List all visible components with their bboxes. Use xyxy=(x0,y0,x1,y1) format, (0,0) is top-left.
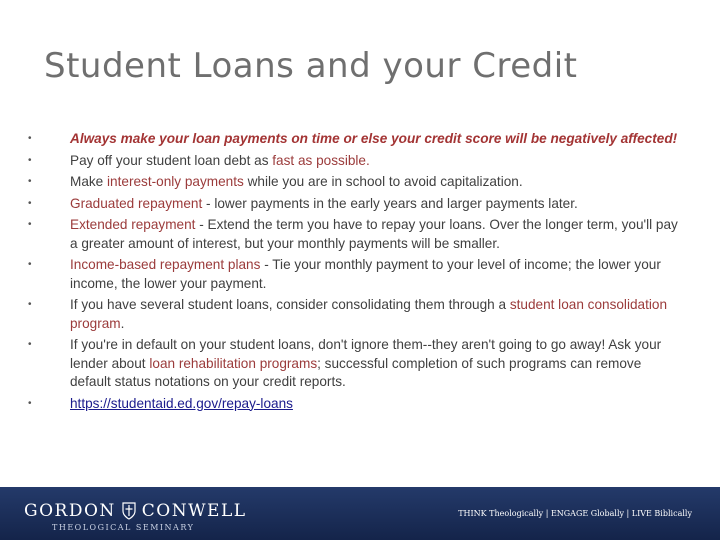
bullet-text: Always make your loan payments on time or else your credit score will be negatively affected! xyxy=(70,131,678,146)
bullet-list xyxy=(28,130,680,416)
slide-title: Student Loans and your Credit xyxy=(44,46,578,86)
bullet-text: Pay off your student loan debt as xyxy=(70,152,273,168)
bullet-marker: • xyxy=(28,133,32,144)
crest-icon xyxy=(122,502,136,520)
bullet-marker: • xyxy=(28,259,32,270)
bullet-item xyxy=(28,173,680,192)
bullet-marker: • xyxy=(28,219,32,230)
bullet-item xyxy=(28,130,680,149)
highlighted-term: interest-only payments xyxy=(107,174,244,189)
bullet-item xyxy=(28,152,680,171)
highlighted-term: loan rehabilitation programs xyxy=(149,355,318,371)
bullet-marker: • xyxy=(28,197,32,209)
bullet-marker: • xyxy=(28,299,32,310)
highlighted-term: Extended repayment xyxy=(70,217,196,232)
bullet-marker: • xyxy=(28,397,32,409)
bullet-item xyxy=(28,256,680,293)
footer-tagline: THINK Theologically | ENGAGE Globally | LIVE Biblically xyxy=(458,509,692,518)
bullet-item xyxy=(28,296,680,333)
bullet-marker: • xyxy=(28,154,32,166)
bullet-item xyxy=(28,336,680,392)
highlighted-term: fast as possible. xyxy=(272,152,370,168)
bullet-item xyxy=(28,195,680,214)
bullet-item xyxy=(28,216,680,253)
bullet-text: If you're in default on your student loans, don't ignore them--they aren't going to go away! Ask your lender about xyxy=(70,337,662,371)
logo-subtitle: THEOLOGICAL SEMINARY xyxy=(52,523,195,532)
bullet-text: ; successful completion of such programs can remove default status notations on your credit reports. xyxy=(70,355,642,389)
bullet-marker: • xyxy=(28,176,32,187)
logo-left-text: GORDON xyxy=(24,501,116,521)
logo-right-text: CONWELL xyxy=(141,501,247,521)
bullet-text: - Extend the term you have to repay your loans. Over the longer term, you'll pay a greater amount of interest, but your monthly payments will be smaller. xyxy=(70,217,678,251)
footer-bar xyxy=(0,487,720,540)
bullet-text: while you are in school to avoid capitalization. xyxy=(243,174,523,189)
bullet-text: Make xyxy=(70,174,108,189)
highlighted-term: Graduated repayment xyxy=(70,195,203,211)
seminary-logo xyxy=(24,501,247,521)
bullet-text: - Tie your monthly payment to your level of income; the lower your income, the lower your payment. xyxy=(70,257,661,291)
bullet-marker: • xyxy=(28,339,32,350)
bullet-text: - lower payments in the early years and larger payments later. xyxy=(202,195,578,211)
resource-link[interactable]: https://studentaid.ed.gov/repay-loans xyxy=(70,395,293,411)
bullet-text: If you have several student loans, consider consolidating them through a xyxy=(70,297,510,312)
highlighted-term: student loan consolidation program xyxy=(70,297,668,331)
highlighted-term: Income-based repayment plans xyxy=(70,257,261,272)
bullet-text: . xyxy=(120,315,125,331)
bullet-item xyxy=(28,395,680,414)
